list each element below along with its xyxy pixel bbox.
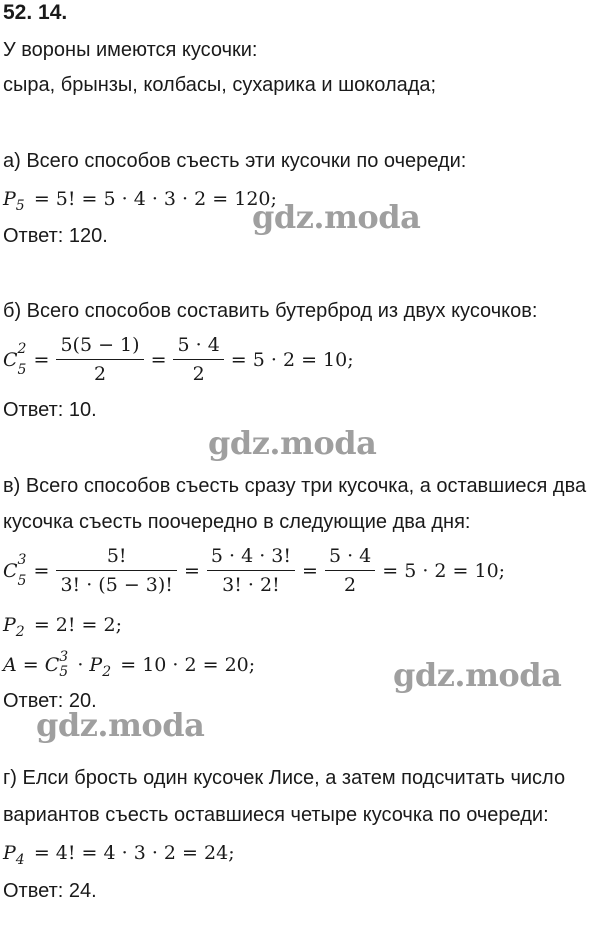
part-v-a: A = C 3 5 · P 2 = 10 · 2 = 20; — [3, 649, 256, 680]
p2-symbol: P 2 — [3, 614, 25, 640]
problem-number: 52. 14. — [3, 1, 68, 24]
part-a-formula: P 5 = 5! = 5 · 4 · 3 · 2 = 120; — [3, 188, 277, 214]
p5-symbol: P 5 — [3, 188, 25, 214]
part-a-text: а) Всего способов съесть эти кусочки по очереди: — [3, 150, 467, 172]
part-g-answer: Ответ: 24. — [3, 880, 97, 902]
intro-line-2: сыра, брынзы, колбасы, сухарика и шоколада; — [3, 74, 437, 96]
fraction-2: $\frac{5 \cdot 4}{2}$ — [173, 333, 223, 386]
watermark-4: gdz.moda — [36, 706, 205, 744]
part-v-p2: P 2 = 2! = 2; — [3, 614, 123, 640]
p2-symbol-2: P 2 — [89, 654, 112, 680]
fraction-1: $\frac{5(5 - 1)}{2}$ — [56, 333, 143, 386]
part-g-text-1: г) Елси брость один кусочек Лисе, а затем подсчитать число — [3, 767, 566, 789]
c53-symbol-2: C 3 5 — [44, 649, 69, 680]
p4-symbol: P 4 — [3, 842, 25, 868]
part-v-formula: C 3 5 = $\frac{5!}{3! \cdot (5 - 3)!}$ = $\frac{5 \cdot 4 \cdot 3!}{3! \cdot 2!}$ = $\frac{5 \cdot 4}{2}$ = 5 · 2 = 10; — [3, 545, 506, 596]
part-a-answer: Ответ: 120. — [3, 225, 108, 247]
c53-symbol: C 3 5 — [3, 551, 27, 589]
intro-line-1: У вороны имеются кусочки: — [3, 39, 258, 61]
part-v-answer: Ответ: 20. — [3, 690, 97, 712]
watermark-2: gdz.moda — [208, 424, 377, 462]
part-v-text-1: в) Всего способов съесть сразу три кусочка, а оставшиеся два — [3, 475, 587, 497]
fraction-1: $\frac{5!}{3! \cdot (5 - 3)!}$ — [56, 544, 176, 597]
part-b-answer: Ответ: 10. — [3, 399, 97, 421]
part-v-text-2: кусочка съесть поочередно в следующие два дня: — [3, 511, 471, 533]
c52-symbol: C 2 5 — [3, 340, 27, 378]
part-g-text-2: вариантов съесть оставшиеся четыре кусочка по очереди: — [3, 804, 549, 826]
fraction-3: $\frac{5 \cdot 4}{2}$ — [325, 544, 375, 597]
part-b-formula: C 2 5 = $\frac{5(5 - 1)}{2}$ = $\frac{5 \cdot 4}{2}$ = 5 · 2 = 10; — [3, 334, 354, 385]
watermark-1: gdz.moda — [252, 198, 421, 236]
watermark-3: gdz.moda — [393, 656, 562, 694]
fraction-2: $\frac{5 \cdot 4 \cdot 3!}{3! \cdot 2!}$ — [207, 544, 295, 597]
part-g-formula: P 4 = 4! = 4 · 3 · 2 = 24; — [3, 842, 235, 868]
part-b-text: б) Всего способов составить бутерброд из двух кусочков: — [3, 300, 538, 322]
